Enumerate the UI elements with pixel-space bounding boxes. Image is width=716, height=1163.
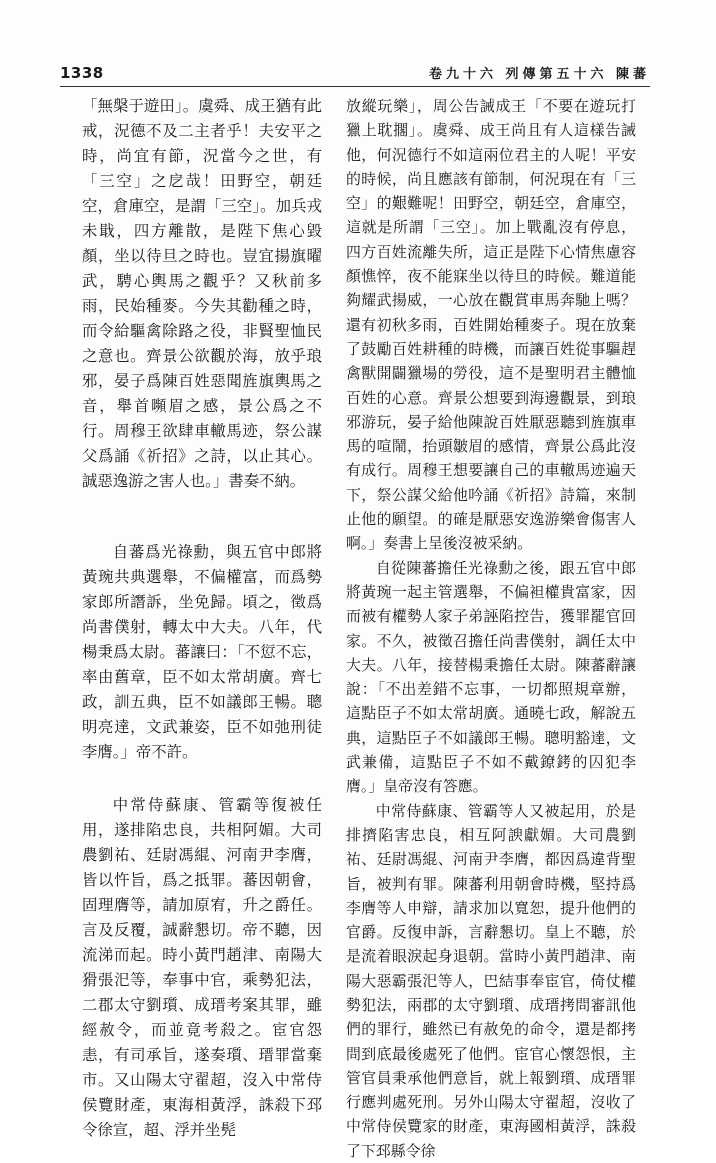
page-number: 1338: [60, 64, 104, 82]
translation-paragraph-3: 中常侍蘇康、管霸等人又被起用，於是排擠陷害忠良，相互阿諛獻媚。大司農劉祐、廷尉馮緄、河南尹李膺，都因爲違背聖旨，被判有罪。陳蕃利用朝會時機，堅持爲李膺等人申辯，請求加以寬恕，提升他們的官爵。反復申訴，言辭懇切。皇上不聽，於是流着眼淚起身退朝。當時小黃門趙津、南陽大惡霸張汜等人，巴結事奉宦官，倚仗權勢犯法，兩郡的太守劉瓆、成瑨拷問審訊他們的罪行，雖然已有赦免的命令，還是都拷問到底最後處死了他們。宦官心懷怨恨，主管官員秉承他們意旨，就上報劉瓆、成瑨罪行應判處死刑。另外山陽太守翟超，沒收了中常侍侯覽家的財產，東海國相黃浮，誅殺了下邳縣令徐: [346, 801, 636, 1160]
classical-paragraph-2: 自蕃爲光祿勳，與五官中郎將黃琬共典選舉，不偏權富，而爲勢家郎所譖訴，坐免歸。頃之，徵爲尚書僕射，轉太中大夫。八年，代楊秉爲太尉。蕃讓曰：「不愆不忘，率由舊章，臣不如太常胡廣。齊七政，訓五典，臣不如議郎王暢。聰明亮達，文武兼姿，臣不如弛刑徒李膺。」帝不許。: [82, 543, 322, 761]
classical-paragraph-3: 中常侍蘇康、管霸等復被任用，遂排陷忠良，共相阿媚。大司農劉祐、廷尉馮緄、河南尹李膺，皆以忤旨，爲之抵罪。蕃因朝會，固理膺等，請加原宥，升之爵任。言及反覆，誠辭懇切。帝不聽，因流涕而起。時小黃門趙津、南陽大猾張汜等，奉事中官，乘勢犯法，二郡太守劉瓆、成瑨考案其罪，雖經赦令，而並竟考殺之。宦官怨恚，有司承旨，遂奏瓆、瑨罪當棄市。又山陽太守翟超，沒入中常侍侯覽財產，東海相黃浮，誅殺下邳令徐宣，超、浮并坐髡: [82, 796, 322, 1139]
running-head: 卷九十六 列傳第五十六 陳蕃: [428, 67, 650, 82]
classical-paragraph-1: 「無槃于遊田」。虞舜、成王猶有此戒，況德不及二主者乎！夫安平之時，尚宜有節，況當今之世，有「三空」之戹哉！田野空，朝廷空，倉庫空，是謂「三空」。加兵戎未戢，四方離散，是陛下焦心毀顏，坐以待旦之時也。豈宜揚旗曜武，騁心輿馬之觀乎？又秋前多雨，民始種麥。今失其勸種之時，而令給驅禽除路之役，非賢聖恤民之意也。齊景公欲觀於海，放乎琅邪，晏子爲陳百姓惡聞旌旗輿馬之音，舉首嚬眉之感，景公爲之不行。周穆王欲肆車轍馬迹，祭公謀父爲誦《祈招》之詩，以止其心。誠惡逸游之害人也。」書奏不納。: [82, 97, 322, 490]
page-header: [60, 56, 650, 87]
translation-column: [346, 94, 636, 1163]
translation-paragraph-2: 自從陳蕃擔任光祿勳之後，跟五官中郎將黃琬一起主管選舉，不偏袒權貴富家，因而被有權勢人家子弟誣陷控告，獲罪罷官回家。不久，被徵召擔任尚書僕射，調任太中大夫。八年，接替楊秉擔任太尉。陳蕃辭讓說：「不出差錯不忘事，一切都照規章辦，這點臣子不如太常胡廣。通曉七政，解說五典，這點臣子不如議郎王暢。聰明豁達，文武兼備，這點臣子不如不戴鐐銬的囚犯李膺。」皇帝沒有答應。: [346, 558, 636, 796]
classical-text-column: [82, 94, 322, 1143]
translation-paragraph-1: 放縱玩樂」，周公告誡成王「不要在遊玩打獵上耽擱」。虞舜、成王尚且有人這樣告誡他，何況德行不如這兩位君主的人呢！平安的時候，尚且應該有節制，何況現在有「三空」的艱難呢！田野空，朝廷空，倉庫空，這就是所謂「三空」。加上戰亂沒有停息，四方百姓流離失所，這正是陛下心情焦慮容顏憔悴，夜不能寐坐以待旦的時候。難道能夠耀武揚威，一心放在觀賞車馬奔馳上嗎？還有初秋多雨，百姓開始種麥子。現在放棄了鼓勵百姓耕種的時機，而讓百姓從事驅趕禽獸開闢獵場的勞役，這不是聖明君主體恤百姓的心意。齊景公想要到海邊觀景，到琅邪游玩，晏子給他陳說百姓厭惡聽到旌旗車馬的喧鬧，抬頭皺眉的感情，齊景公爲此沒有成行。周穆王想要讓自己的車轍馬迹遍天下，祭公謀父給他吟誦《祈招》詩篇，來制止他的願望。的確是厭惡安逸游樂會傷害人啊。」奏書上呈後沒被采納。: [346, 97, 636, 553]
